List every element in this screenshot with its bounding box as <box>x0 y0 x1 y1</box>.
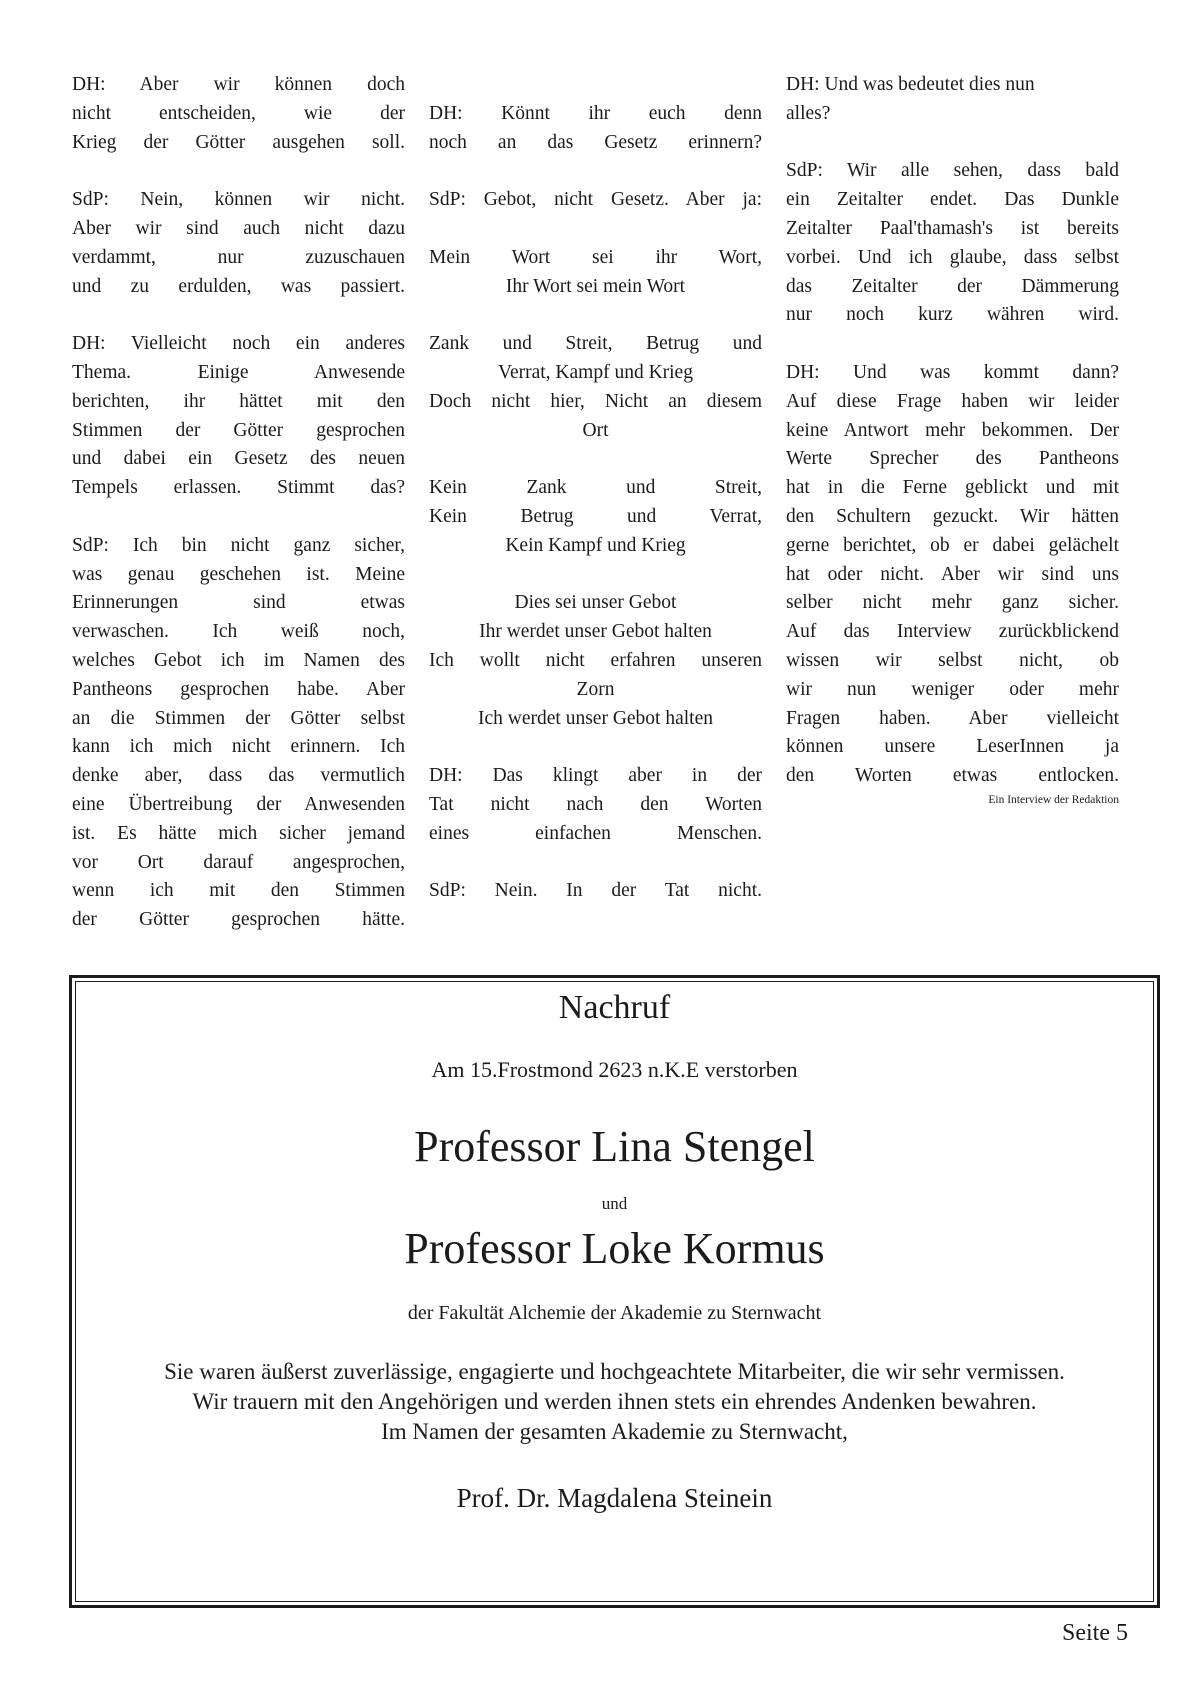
obituary-faculty: der Fakultät Alchemie der Akademie zu Sternwacht <box>407 1302 822 1324</box>
text-line: SdP: Gebot, nicht Gesetz. Aber ja: <box>429 189 762 211</box>
verse-stanza <box>429 474 762 560</box>
text-line: DH: Und was bedeutet dies nun <box>786 74 1035 95</box>
verse-stanza <box>429 589 762 733</box>
text-line: welches Gebot ich im Namen des <box>72 649 405 671</box>
text-line: hat oder nicht. Aber wir sind uns <box>786 563 1119 585</box>
text-line: Zeitalter Paal'thamash's ist bereits <box>786 217 1119 239</box>
text-line: Erinnerungen sind etwas <box>72 592 405 614</box>
text-line: eines einfachen Menschen. <box>429 822 762 844</box>
verse-line: Kein Zank und Streit, <box>429 477 762 499</box>
obituary-message-line: Im Namen der gesamten Akademie zu Sternwacht, <box>381 1419 848 1444</box>
interview-paragraph <box>72 330 405 503</box>
text-line: den Schultern gezuckt. Wir hätten <box>786 505 1119 527</box>
text-line: den Worten etwas entlocken. <box>786 765 1119 787</box>
text-line: keine Antwort mehr bekommen. Der <box>786 419 1119 441</box>
verse-line: Zorn <box>576 678 615 700</box>
text-line: gerne berichtet, ob er dabei gelächelt <box>786 534 1119 556</box>
text-line: kann ich mich nicht erinnern. Ich <box>72 736 405 758</box>
text-line: und zu erdulden, was passiert. <box>72 275 405 297</box>
interview-paragraph <box>72 71 405 157</box>
text-line: ein Zeitalter endet. Das Dunkle <box>786 189 1119 211</box>
text-line: Tempels erlassen. Stimmt das? <box>72 477 405 499</box>
verse-line: Kein Kampf und Krieg <box>505 534 686 556</box>
text-line: berichten, ihr hättet mit den <box>72 390 405 412</box>
deceased-name: Professor Lina Stengel <box>414 1122 815 1171</box>
verse-line: Kein Betrug und Verrat, <box>429 505 762 527</box>
verse-line: Mein Wort sei ihr Wort, <box>429 246 762 268</box>
text-line: DH: Aber wir können doch <box>72 74 405 95</box>
obituary-conjunction: und <box>601 1194 628 1213</box>
text-line: nur noch kurz währen wird. <box>786 304 1119 326</box>
text-line: wissen wir selbst nicht, ob <box>786 649 1119 671</box>
interview-paragraph <box>429 762 762 848</box>
verse-line: Ich werdet unser Gebot halten <box>478 707 713 729</box>
text-line: Thema. Einige Anwesende <box>72 361 405 383</box>
text-line: Auf das Interview zurückblickend <box>786 621 1119 643</box>
text-line: DH: Und was kommt dann? <box>786 361 1119 383</box>
text-line: Auf diese Frage haben wir leider <box>786 390 1119 412</box>
text-line: eine Übertreibung der Anwesenden <box>72 793 405 815</box>
text-line: vorbei. Und ich glaube, dass selbst <box>786 246 1119 268</box>
obituary-date-line: Am 15.Frostmond 2623 n.K.E verstorben <box>431 1057 798 1082</box>
deceased-name: Professor Loke Kormus <box>404 1224 825 1273</box>
text-line: an die Stimmen der Götter selbst <box>72 707 405 729</box>
verse-line: Dies sei unser Gebot <box>514 592 677 614</box>
text-line: und dabei ein Gesetz des neuen <box>72 448 405 470</box>
verse-line: Ihr werdet unser Gebot halten <box>479 621 712 643</box>
text-line: selber nicht mehr ganz sicher. <box>786 592 1119 614</box>
text-line: denke aber, dass das vermutlich <box>72 765 405 787</box>
text-line: vor Ort darauf angesprochen, <box>72 851 405 873</box>
text-line: Tat nicht nach den Worten <box>429 793 762 815</box>
verse-line: Ort <box>582 419 609 441</box>
text-line: alles? <box>786 102 831 124</box>
verse-line: Zank und Streit, Betrug und <box>429 333 762 355</box>
interview-paragraph <box>72 532 405 935</box>
text-line: Pantheons gesprochen habe. Aber <box>72 678 405 700</box>
interview-column-2 <box>429 71 762 935</box>
text-line: nicht entscheiden, wie der <box>72 102 405 124</box>
text-line: das Zeitalter der Dämmerung <box>786 275 1119 297</box>
obituary-message-line: Sie waren äußerst zuverlässige, engagierte und hochgeachtete Mitarbeiter, die wir sehr vermissen. <box>164 1359 1065 1384</box>
text-line: können unsere LeserInnen ja <box>786 736 1119 758</box>
obituary-message-line: Wir trauern mit den Angehörigen und werden ihnen stets ein ehrendes Andenken bewahren. <box>192 1389 1037 1414</box>
text-line: Stimmen der Götter gesprochen <box>72 419 405 441</box>
interview-column-3 <box>786 71 1119 807</box>
text-line: hat in die Ferne geblickt und mit <box>786 477 1119 499</box>
verse-line: Ich wollt nicht erfahren unseren <box>429 649 762 671</box>
verse-stanza <box>429 330 762 445</box>
text-line: SdP: Nein. In der Tat nicht. <box>429 880 762 902</box>
text-line: wenn ich mit den Stimmen <box>72 880 405 902</box>
text-line: Aber wir sind auch nicht dazu <box>72 217 405 239</box>
text-line: SdP: Wir alle sehen, dass bald <box>786 160 1119 182</box>
verse-line: Ihr Wort sei mein Wort <box>505 275 686 297</box>
text-line: DH: Das klingt aber in der <box>429 765 762 787</box>
text-line: noch an das Gesetz erinnern? <box>429 131 762 153</box>
text-line: DH: Könnt ihr euch denn <box>429 102 762 124</box>
interview-column-1 <box>72 71 405 964</box>
interview-paragraph <box>72 186 405 301</box>
text-line: verwaschen. Ich weiß noch, <box>72 621 405 643</box>
text-line: was genau geschehen ist. Meine <box>72 563 405 585</box>
interview-paragraph <box>786 157 1119 330</box>
obituary-signature: Prof. Dr. Magdalena Steinein <box>456 1483 773 1513</box>
text-line: SdP: Ich bin nicht ganz sicher, <box>72 534 405 556</box>
interview-paragraph <box>786 71 1119 129</box>
interview-paragraph <box>786 359 1119 791</box>
text-line: DH: Vielleicht noch ein anderes <box>72 333 405 355</box>
interview-paragraph <box>429 877 762 906</box>
verse-line: Doch nicht hier, Nicht an diesem <box>429 390 762 412</box>
obituary-heading: Nachruf <box>558 989 671 1026</box>
interview-paragraph <box>429 100 762 158</box>
text-line: verdammt, nur zuzuschauen <box>72 246 405 268</box>
text-line: wir nun weniger oder mehr <box>786 678 1119 700</box>
text-line: ist. Es hätte mich sicher jemand <box>72 822 405 844</box>
verse-stanza <box>429 244 762 302</box>
text-line: SdP: Nein, können wir nicht. <box>72 189 405 211</box>
text-line: Krieg der Götter ausgehen soll. <box>72 131 405 153</box>
interview-paragraph <box>429 186 762 215</box>
text-line: Werte Sprecher des Pantheons <box>786 448 1119 470</box>
text-line: der Götter gesprochen hätte. <box>72 909 405 931</box>
interview-credit: Ein Interview der Redaktion <box>988 793 1119 806</box>
text-line: Fragen haben. Aber vielleicht <box>786 707 1119 729</box>
page-number: Seite 5 <box>1062 1620 1128 1646</box>
verse-line: Verrat, Kampf und Krieg <box>498 361 693 383</box>
